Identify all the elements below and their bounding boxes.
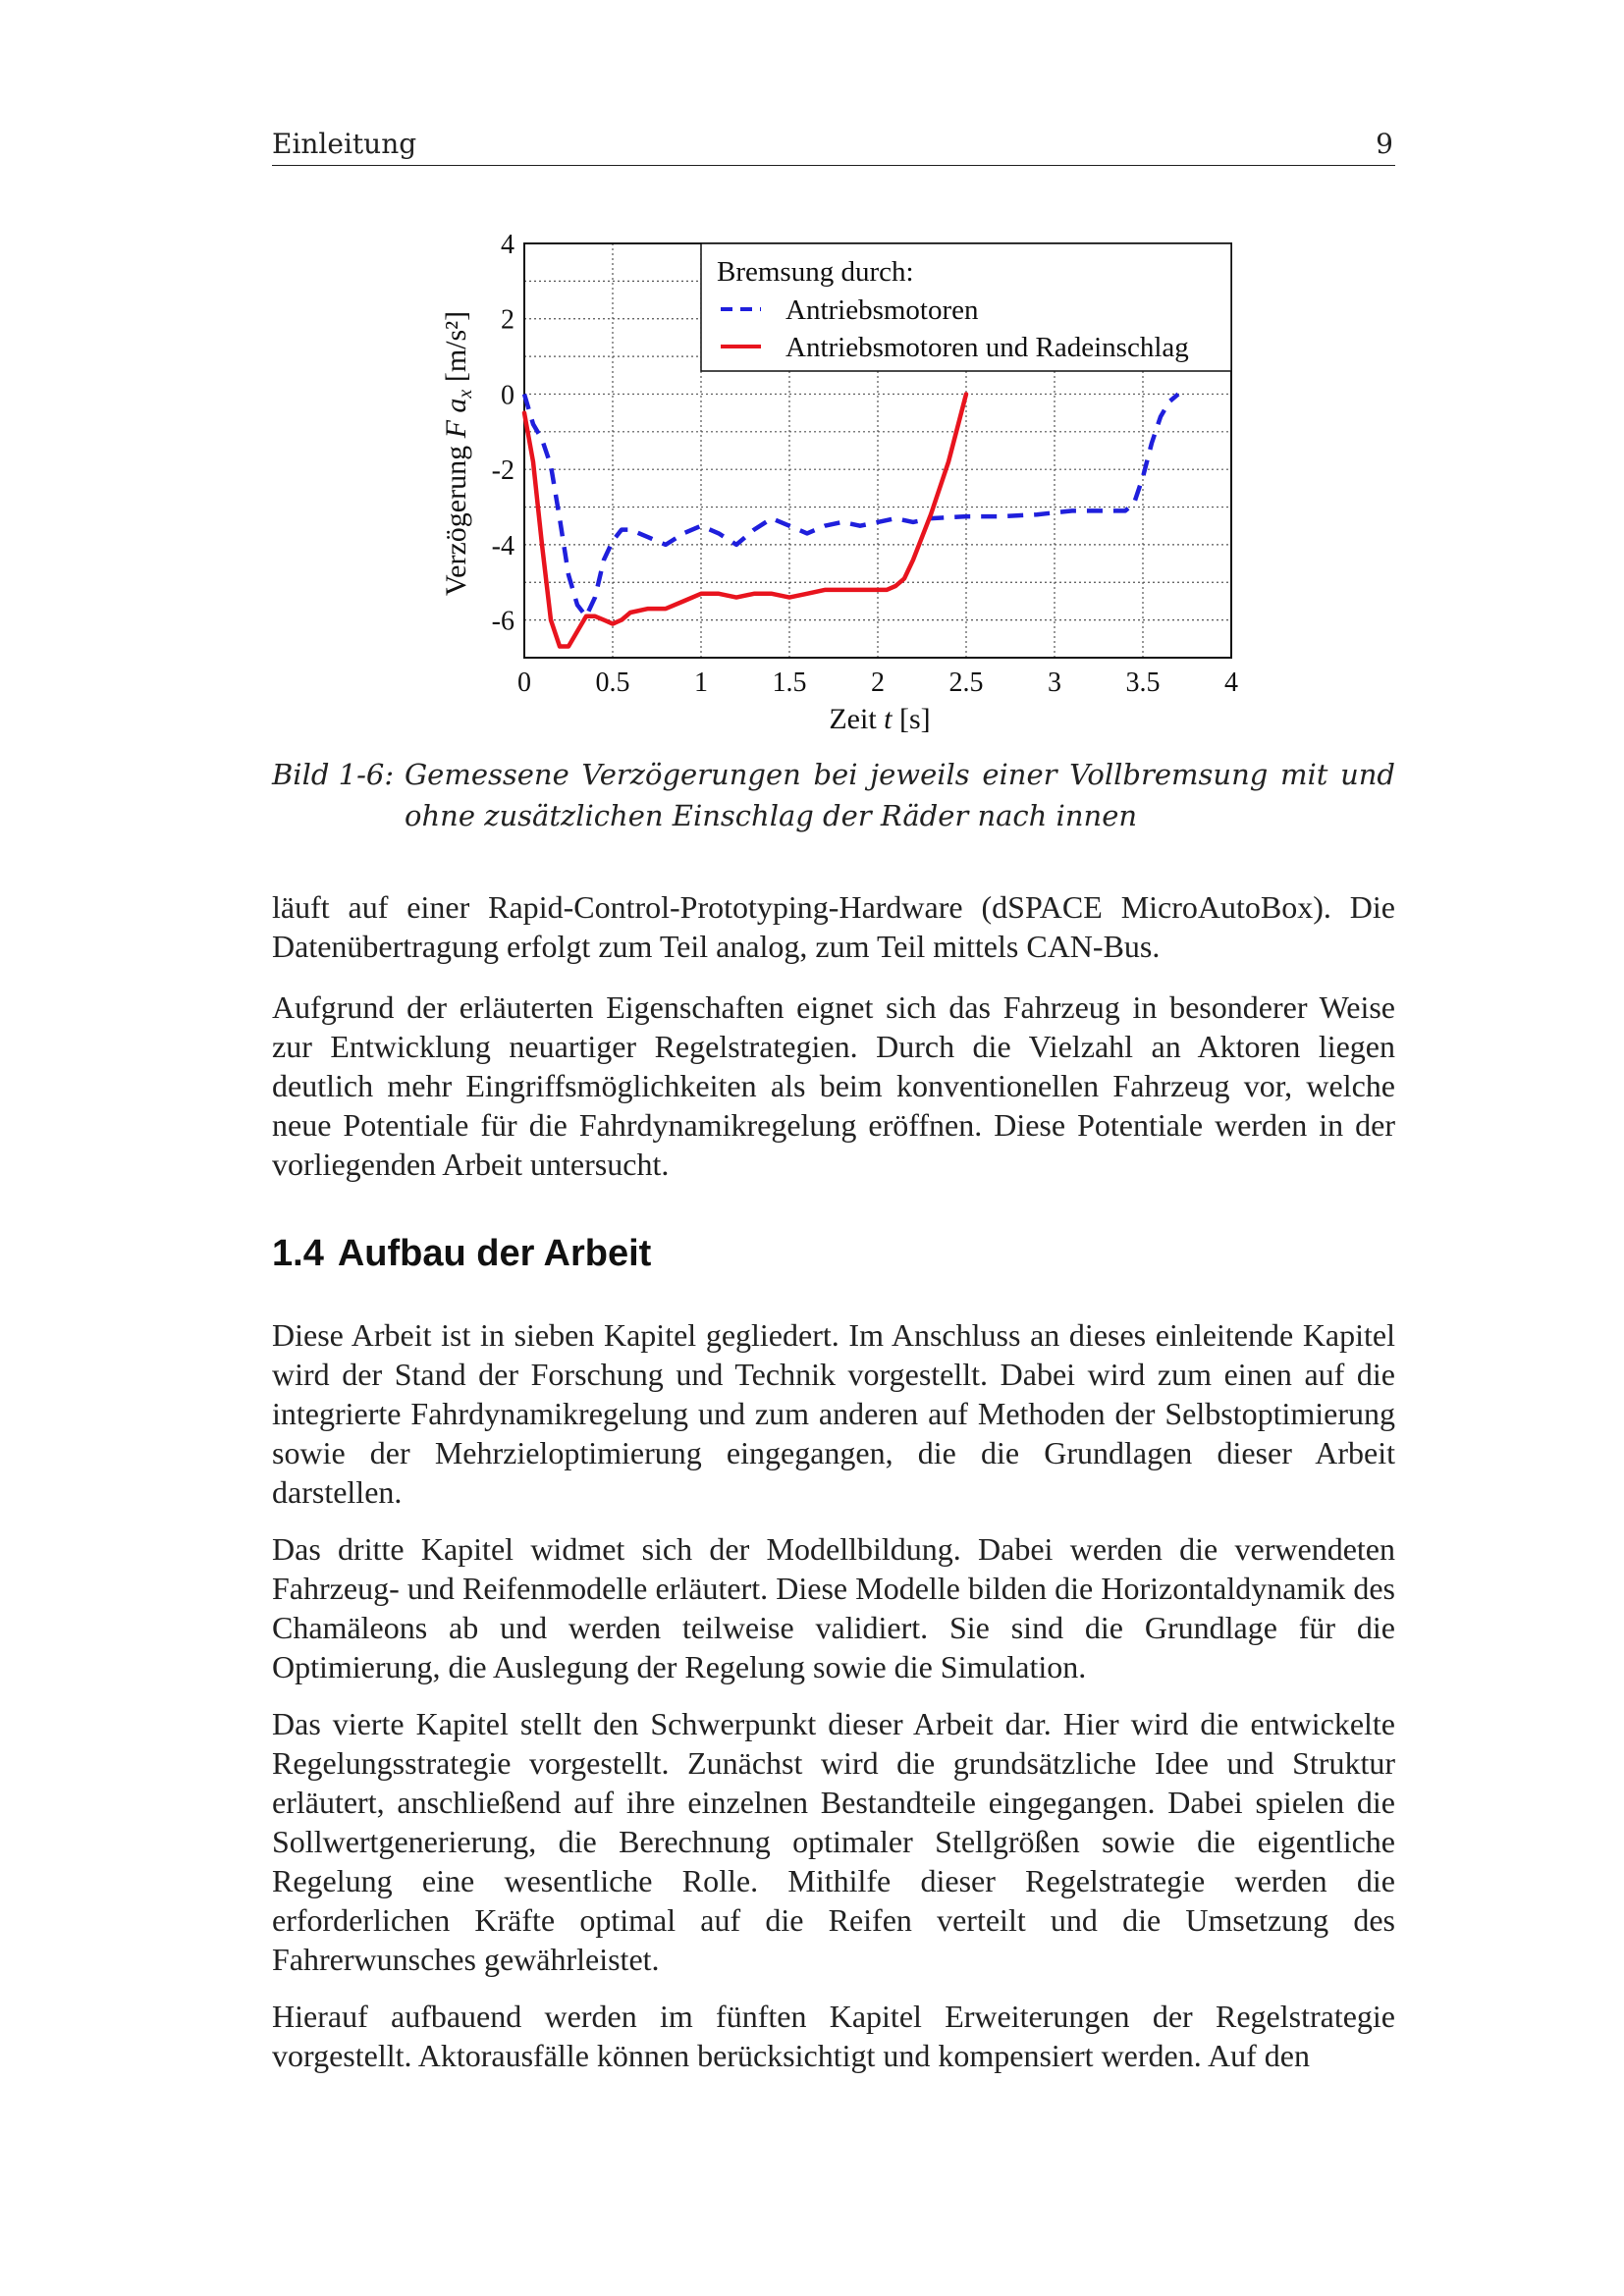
y-tick-label: 0 xyxy=(501,380,514,411)
x-tick-label: 4 xyxy=(1224,667,1238,698)
paragraph-1: läuft auf einer Rapid-Control-Prototyping-Hardware (dSPACE MicroAutoBox). Die Datenübertragung erfolgt zum Teil analog, zum Teil mittels CAN-Bus. xyxy=(272,889,1395,964)
section-paragraph-2: Das dritte Kapitel widmet sich der Modellbildung. Dabei werden die verwendeten Fahrzeug- und Reifenmodelle erläutert. Diese Modelle bilden die Horizontaldynamik des Chamäleons ab und werden teilweise validiert. Sie sind die Grundlage für die Optimierung, die Auslegung der Regelung sowie die Simulation. xyxy=(272,1531,1395,1684)
x-tick-label: 2.5 xyxy=(948,667,984,698)
running-head: Einleitung xyxy=(272,128,417,160)
section-paragraph-1: Diese Arbeit ist in sieben Kapitel gegliedert. Im Anschluss an dieses einleitende Kapitel wird der Stand der Forschung und Technik vorgestellt. Dabei wird zum einen auf die integrierte Fahrdynamikregelung und zum anderen auf Methoden der Selbstoptimierung sowie der Mehrzieloptimierung eingegangen, die die Grundlagen dieser Arbeit darstellen. xyxy=(272,1317,1395,1510)
x-axis-label xyxy=(829,703,930,735)
x-tick-label: 2 xyxy=(871,667,885,698)
y-tick-label: -6 xyxy=(491,606,514,637)
y-axis-label xyxy=(440,311,476,596)
section-title-text: Aufbau der Arbeit xyxy=(337,1233,652,1274)
paragraph-2: Aufgrund der erläuterten Eigenschaften eignet sich das Fahrzeug in besonderer Weise zur Entwicklung neuartiger Regelstrategien. Durch die Vielzahl an Aktoren liegen deutlich mehr Eingriffsmöglichkeiten als beim konventionellen Fahrzeug vor, welche neue Potentiale für die Fahrdynamikregelung eröffnen. Diese Potentiale werden in der vorliegenden Arbeit untersucht. xyxy=(272,989,1395,1182)
y-axis-variable: F a xyxy=(440,398,472,439)
legend-title: Bremsung durch: xyxy=(717,256,914,288)
section-number: 1.4 xyxy=(272,1233,324,1274)
x-axis-variable: t xyxy=(884,703,893,735)
y-axis-label-text: Verzögerung xyxy=(440,438,472,597)
y-tick-label: -2 xyxy=(491,455,514,487)
page-number: 9 xyxy=(1376,128,1393,160)
y-tick-label: 4 xyxy=(501,230,514,260)
x-tick-label: 1.5 xyxy=(772,667,807,698)
section-paragraph-4: Hierauf aufbauend werden im fünften Kapitel Erweiterungen der Regelstrategie vorgestellt. Aktorausfälle können berücksichtigt und kompensiert werden. Auf den xyxy=(272,1999,1395,2073)
x-tick-label: 3.5 xyxy=(1125,667,1161,698)
x-tick-label: 0 xyxy=(517,667,531,698)
x-tick-label: 3 xyxy=(1048,667,1061,698)
y-axis-subscript: x xyxy=(455,389,476,399)
y-axis-unit: [m/s²] xyxy=(440,310,472,390)
legend xyxy=(701,243,1231,371)
section-heading xyxy=(272,1233,651,1275)
caption-text: Gemessene Verzögerungen bei jeweils einer Vollbremsung mit und ohne zusätzlichen Einschlag der Räder nach innen xyxy=(405,758,1395,832)
deceleration-chart xyxy=(0,0,1624,746)
y-tick-label: 2 xyxy=(501,304,514,336)
caption-label: Bild 1-6: xyxy=(272,758,395,791)
x-axis-unit: [s] xyxy=(892,703,931,735)
x-tick-label: 1 xyxy=(694,667,708,698)
legend-label-antriebsmotoren-radeinschlag: Antriebsmotoren und Radeinschlag xyxy=(785,332,1189,363)
x-axis-label-text: Zeit xyxy=(829,703,885,735)
x-tick-label: 0.5 xyxy=(595,667,630,698)
legend-label-antriebsmotoren: Antriebsmotoren xyxy=(785,294,979,326)
y-tick-label: -4 xyxy=(491,530,514,561)
section-paragraph-3: Das vierte Kapitel stellt den Schwerpunkt dieser Arbeit dar. Hier wird die entwickelte Regelungsstrategie vorgestellt. Zunächst wird die grundsätzliche Idee und Struktur erläutert, anschließend auf ihre einzelnen Bestandteile eingegangen. Dabei spielen die Sollwertgenerierung, die Berechnung optimaler Stellgrößen sowie die eigentliche Regelung eine wesentliche Rolle. Mithilfe dieser Regelstrategie werden die erforderlichen Kräfte optimal auf die Reifen verteilt und die Umsetzung des Fahrerwunsches gewährleistet. xyxy=(272,1706,1395,1977)
